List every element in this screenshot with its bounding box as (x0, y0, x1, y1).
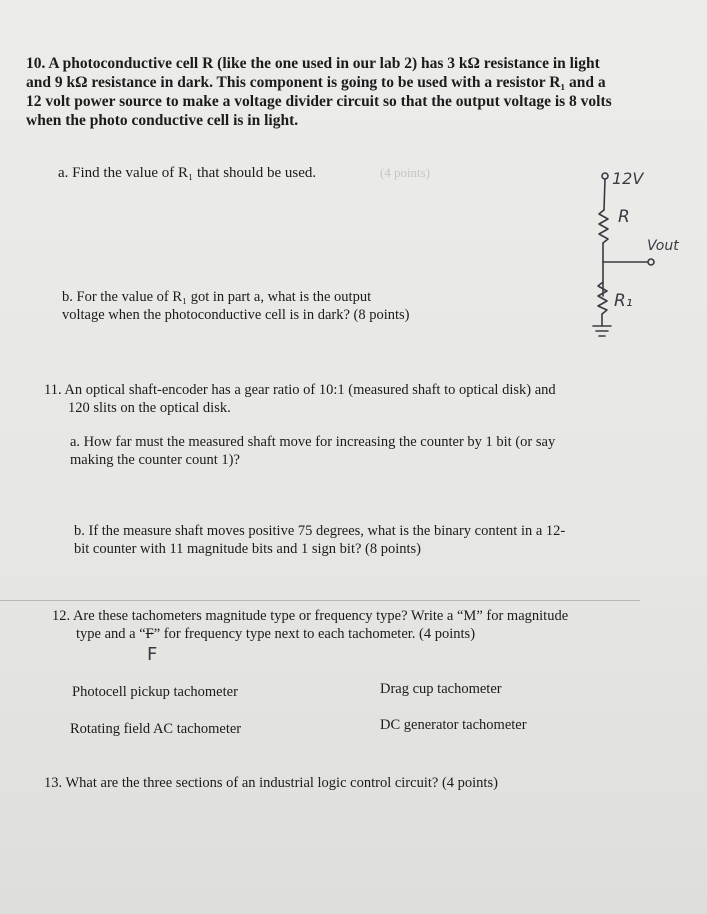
question-13: 13. What are the three sections of an industrial logic control circuit? (4 points) (44, 775, 498, 791)
question-11a-line: a. How far must the measured shaft move for increasing the counter by 1 bit (or say (70, 434, 556, 450)
question-10b (62, 288, 410, 324)
tachometer-item: Rotating field AC tachometer (70, 721, 242, 737)
resistor-r-zigzag (599, 210, 608, 243)
resistor-r1-zigzag (598, 282, 607, 314)
question-12-text-post: ” for frequency type next to each tachometer. (4 points) (153, 626, 476, 642)
question-12-line: 12. Are these tachometers magnitude type or frequency type? Write a “M” for magnitude (52, 608, 569, 624)
label-r1: R₁ (614, 291, 633, 311)
question-12-line-2 (52, 625, 568, 643)
question-11a (70, 433, 555, 469)
question-10-line: and 9 kΩ resistance in dark. This component is going to be used with a resistor R₁ and a (26, 74, 606, 91)
tachometer-item: Photocell pickup tachometer (72, 684, 238, 700)
supply-terminal (602, 173, 608, 179)
label-12v: 12V (612, 169, 644, 188)
tachometer-item: DC generator tachometer (380, 717, 527, 733)
question-11-line: 11. An optical shaft-encoder has a gear ratio of 10:1 (measured shaft to optical disk) and (44, 382, 556, 398)
struck-letter: F (145, 626, 154, 642)
tachometer-item: Drag cup tachometer (380, 681, 502, 697)
question-11-line: 120 slits on the optical disk. (68, 400, 231, 416)
question-10b-line: voltage when the photoconductive cell is in dark? (8 points) (62, 307, 410, 323)
vout-terminal (648, 259, 654, 265)
label-r: R (618, 207, 630, 227)
question-11b (74, 522, 565, 558)
question-10a-faded-points: (4 points) (379, 165, 431, 180)
question-10a (58, 165, 430, 182)
question-11b-line: bit counter with 11 magnitude bits and 1 sign bit? (8 points) (74, 541, 422, 557)
question-10a-text: a. Find the value of R₁ that should be used. (58, 165, 317, 181)
bleed-through-text-bottom (70, 866, 74, 882)
question-10-line: 10. A photoconductive cell R (like the one used in our lab 2) has 3 kΩ resistance in light (26, 55, 600, 72)
question-11b-line: b. If the measure shaft moves positive 75 degrees, what is the binary content in a 12- (74, 523, 566, 539)
label-vout: Vout (647, 238, 679, 254)
question-11 (44, 381, 556, 417)
handwritten-f: F (147, 644, 158, 665)
question-12-text-pre: type and a “ (76, 626, 146, 642)
wire-top (604, 179, 605, 210)
question-10-line: when the photo conductive cell is in light. (26, 112, 299, 129)
question-10b-line: b. For the value of R₁ got in part a, what is the output (62, 289, 372, 305)
section-divider (0, 600, 640, 601)
ground-symbol (593, 326, 611, 336)
question-10 (26, 54, 612, 130)
question-11a-line: making the counter count 1)? (70, 452, 240, 468)
question-10-line: 12 volt power source to make a voltage divider circuit so that the output voltage is 8 volts (26, 93, 612, 110)
question-12 (52, 607, 568, 643)
